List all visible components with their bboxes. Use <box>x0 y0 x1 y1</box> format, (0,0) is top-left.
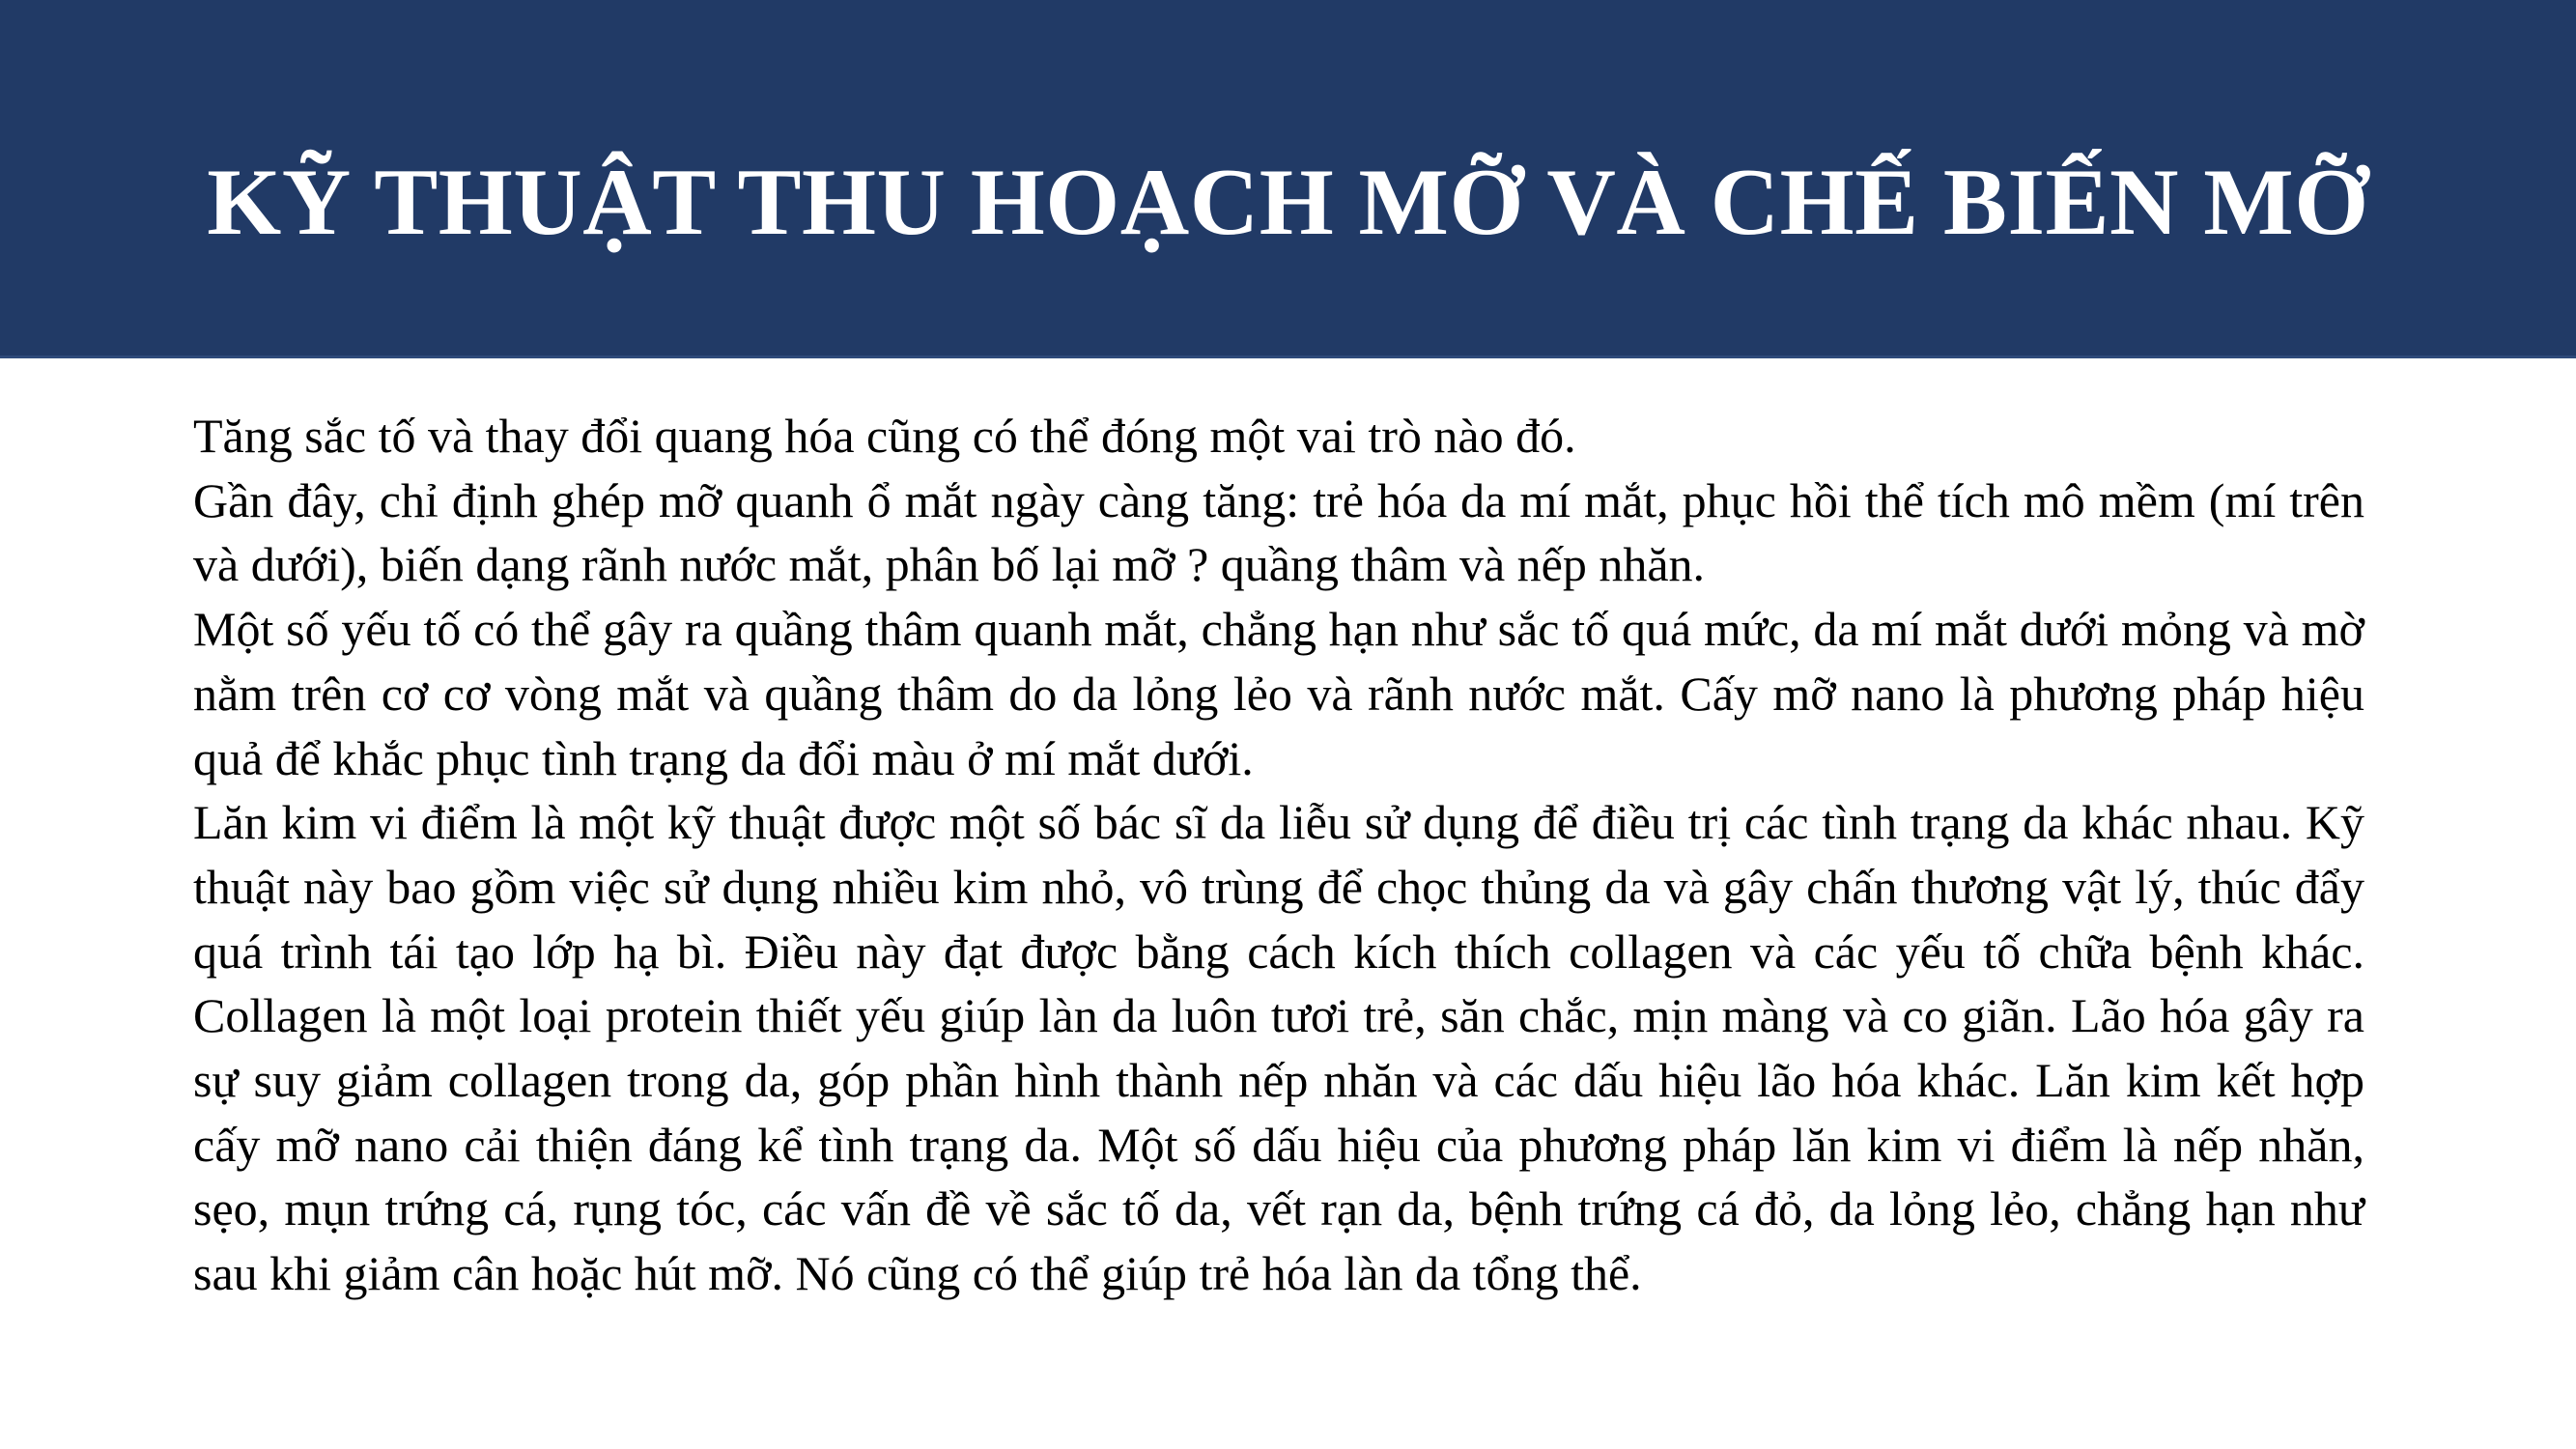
title-banner <box>0 0 2576 358</box>
paragraph-periorbital-grafting: Gần đây, chỉ định ghép mỡ quanh ổ mắt ngày càng tăng: trẻ hóa da mí mắt, phục hồi thể tích mô mềm (mí trên và dưới), biến dạng rãnh nước mắt, phân bố lại mỡ ? quầng thâm và nếp nhăn. <box>193 472 2364 592</box>
slide-title: KỸ THUẬT THU HOẠCH MỠ VÀ CHẾ BIẾN MỠ <box>207 150 2369 255</box>
slide-body <box>193 404 2364 1306</box>
paragraph-pigmentation: Tăng sắc tố và thay đổi quang hóa cũng có thể đóng một vai trò nào đó. <box>193 409 1576 463</box>
paragraph-microneedling: Lăn kim vi điểm là một kỹ thuật được một số bác sĩ da liễu sử dụng để điều trị các tình trạng da khác nhau. Kỹ thuật này bao gồm việc sử dụng nhiều kim nhỏ, vô trùng để chọc thủng da và gây chấn thương vật lý, thúc đẩy quá trình tái tạo lớp hạ bì. Điều này đạt được bằng cách kích thích collagen và các yếu tố chữa bệnh khác. Collagen là một loại protein thiết yếu giúp làn da luôn tươi trẻ, săn chắc, mịn màng và co giãn. Lão hóa gây ra sự suy giảm collagen trong da, góp phần hình thành nếp nhăn và các dấu hiệu lão hóa khác. Lăn kim kết hợp cấy mỡ nano cải thiện đáng kể tình trạng da. Một số dấu hiệu của phương pháp lăn kim vi điểm là nếp nhăn, sẹo, mụn trứng cá, rụng tóc, các vấn đề về sắc tố da, vết rạn da, bệnh trứng cá đỏ, da lỏng lẻo, chẳng hạn như sau khi giảm cân hoặc hút mỡ. Nó cũng có thể giúp trẻ hóa làn da tổng thể. <box>193 795 2364 1301</box>
paragraph-dark-circles: Một số yếu tố có thể gây ra quầng thâm quanh mắt, chẳng hạn như sắc tố quá mức, da mí mắt dưới mỏng và mờ nằm trên cơ cơ vòng mắt và quầng thâm do da lỏng lẻo và rãnh nước mắt. Cấy mỡ nano là phương pháp hiệu quả để khắc phục tình trạng da đổi màu ở mí mắt dưới. <box>193 602 2364 785</box>
